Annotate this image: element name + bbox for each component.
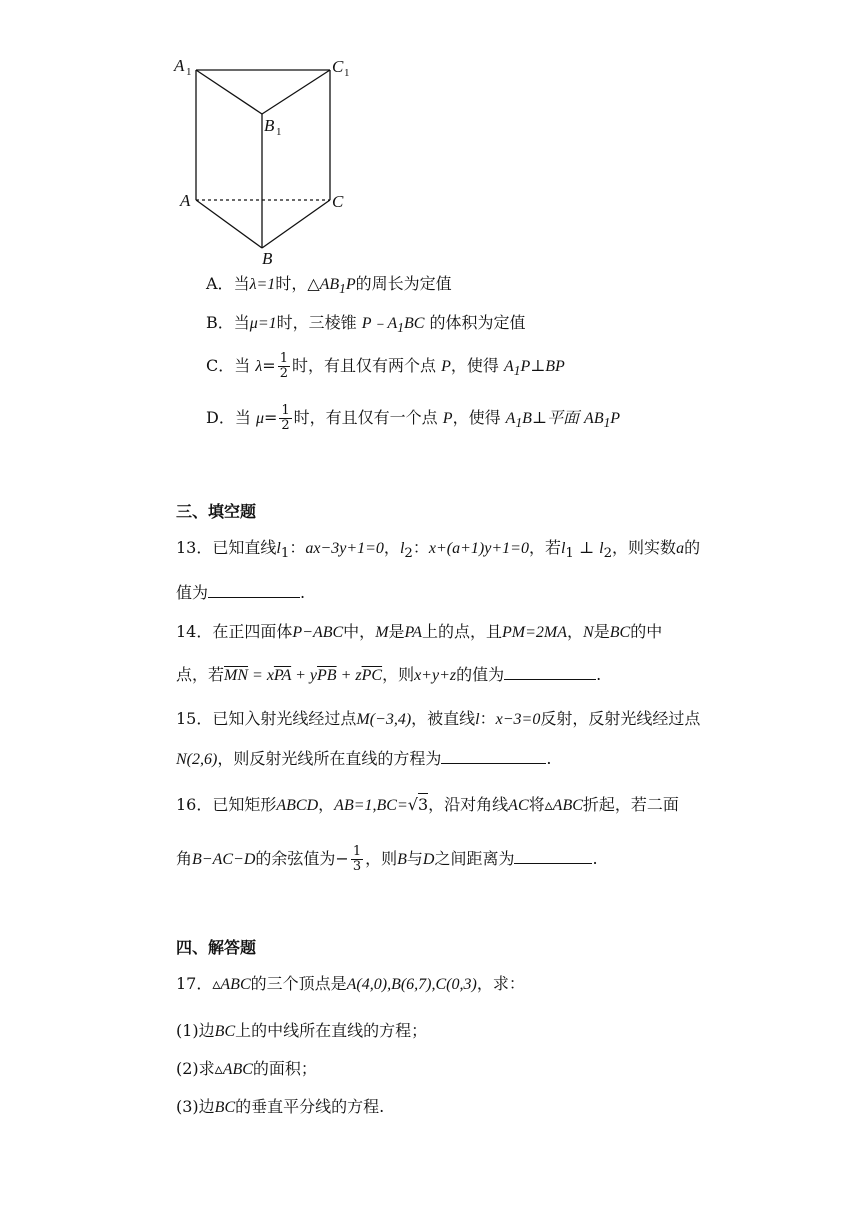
label-b: B: [262, 249, 273, 268]
label-c1: C: [332, 57, 344, 76]
q15-line1: 15．已知入射光线经过点M(−3,4)，被直线l：x−3=0反射，反射光线经过点: [176, 709, 701, 728]
q17-part1: (1)边BC上的中线所在直线的方程；: [176, 1021, 428, 1040]
q16-line2: 角B−AC−D的余弦值为− $\frac{1}{3}$ ，则B与D之间距离为 .: [176, 844, 598, 874]
label-a1-sub: 1: [186, 66, 192, 78]
label-b1-sub: 1: [276, 126, 282, 138]
label-c1-sub: 1: [344, 67, 350, 79]
label-a: A: [180, 191, 191, 210]
q13-line1: 13．已知直线$l_1$：ax−3y+1=0，$l_2$：x+(a+1)y+1=0，若$l_1$ ⊥ $l_2$，则实数a的: [176, 538, 701, 562]
label-c: C: [332, 192, 344, 211]
q17-part3: (3)边BC的垂直平分线的方程.: [176, 1097, 385, 1116]
option-d: D．当 μ= $\frac{1}{2}$ 时，有且仅有一个点 P，使得 $A_1B\perp$平面 $AB_1P$: [206, 403, 621, 433]
edge-a1b1: [196, 70, 262, 114]
section-heading-fill-blank: 三、填空题: [176, 502, 257, 521]
answer-blank[interactable]: [514, 849, 592, 864]
label-a1: A: [174, 56, 185, 75]
fraction: $\frac{1}{2}$: [279, 351, 288, 381]
edge-c1b1: [262, 70, 330, 114]
q17-line1: 17．▵ABC的三个顶点是A(4,0),B(6,7),C(0,3)，求：: [176, 974, 525, 993]
q13-line2: 值为 .: [176, 583, 306, 602]
option-b: B．当μ=1时，三棱锥 $P﹣A_1BC$ 的体积为定值: [206, 313, 526, 336]
answer-blank[interactable]: [441, 749, 546, 764]
answer-blank[interactable]: [208, 583, 300, 598]
edge-ab: [196, 200, 262, 248]
edge-cb: [262, 200, 330, 248]
fraction: $\frac{1}{3}$: [352, 844, 362, 874]
prism-figure: [168, 50, 358, 270]
q14-line1: 14．在正四面体P−ABC中，M是PA上的点，且PM=2MA，N是BC的中: [176, 622, 663, 641]
option-a: A．当λ=1时，$\triangle AB_1P$的周长为定值: [206, 274, 452, 297]
prism-diagram: [168, 50, 358, 270]
q15-line2: N(2,6)，则反射光线所在直线的方程为 .: [176, 749, 552, 768]
q16-line1: 16．已知矩形ABCD，AB=1,BC=√3，沿对角线AC将▵ABC折起，若二面: [176, 795, 679, 814]
q14-line2: 点，若$\overline{MN} = x\overline{PA} + y\overline{PB} + z\overline{PC}$，则x+y+z的值为 .: [176, 665, 602, 684]
section-heading-solve: 四、解答题: [176, 938, 257, 957]
label-b1: B: [264, 116, 275, 135]
option-c: C．当 λ= $\frac{1}{2}$ 时，有且仅有两个点 P，使得 $A_1P\perp BP$: [206, 351, 565, 381]
fraction: $\frac{1}{2}$: [281, 403, 290, 433]
answer-blank[interactable]: [504, 665, 596, 680]
q17-part2: (2)求▵ABC的面积；: [176, 1059, 317, 1078]
